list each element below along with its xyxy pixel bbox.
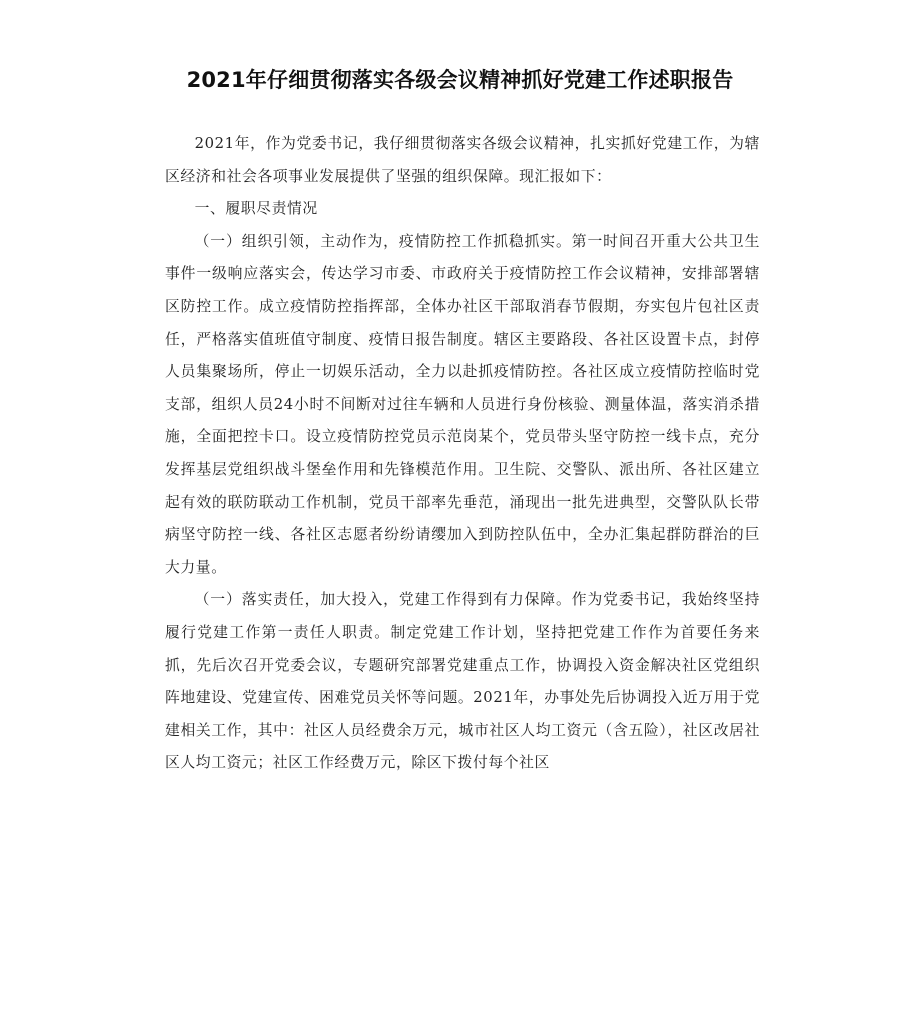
document-title: 2021年仔细贯彻落实各级会议精神抓好党建工作述职报告 xyxy=(186,68,734,92)
responsibility-paragraph: （一）落实责任，加大投入，党建工作得到有力保障。作为党委书记，我始终坚持履行党建工作第一责任人职责。制定党建工作计划，坚持把党建工作作为首要任务来抓，先后次召开党委会议，专题研究部署党建重点工作，协调投入资金解决社区党组织阵地建设、党建宣传、困难党员关怀等问题。2021年，办事处先后协调投入近万用于党建相关工作，其中：社区人员经费余万元，城市社区人均工资元（含五险），社区改居社区人均工资元；社区工作经费万元，除区下拨付每个社区 xyxy=(165,591,760,772)
intro-paragraph: 2021年，作为党委书记，我仔细贯彻落实各级会议精神，扎实抓好党建工作，为辖区经济和社会各项事业发展提供了坚强的组织保障。现汇报如下： xyxy=(165,135,760,185)
epidemic-control-paragraph: （一）组织引领，主动作为，疫情防控工作抓稳抓实。第一时间召开重大公共卫生事件一级响应落实会，传达学习市委、市政府关于疫情防控工作会议精神，安排部署辖区防控工作。成立疫情防控指挥部，全体办社区干部取消春节假期，夯实包片包社区责任，严格落实值班值守制度、疫情日报告制度。辖区主要路段、各社区设置卡点，封停人员集聚场所，停止一切娱乐活动，全力以赴抓疫情防控。各社区成立疫情防控临时党支部，组织人员24小时不间断对过往车辆和人员进行身份核验、测量体温，落实消杀措施，全面把控卡口。设立疫情防控党员示范岗某个，党员带头坚守防控一线卡点，充分发挥基层党组织战斗堡垒作用和先锋模范作用。卫生院、交警队、派出所、各社区建立起有效的联防联动工作机制，党员干部率先垂范，涌现出一批先进典型，交警队队长带病坚守防控一线、各社区志愿者纷纷请缨加入到防控队伍中，全办汇集起群防群治的巨大力量。 xyxy=(165,232,760,576)
document-body xyxy=(165,128,760,780)
section-heading: 一、履职尽责情况 xyxy=(194,200,318,218)
